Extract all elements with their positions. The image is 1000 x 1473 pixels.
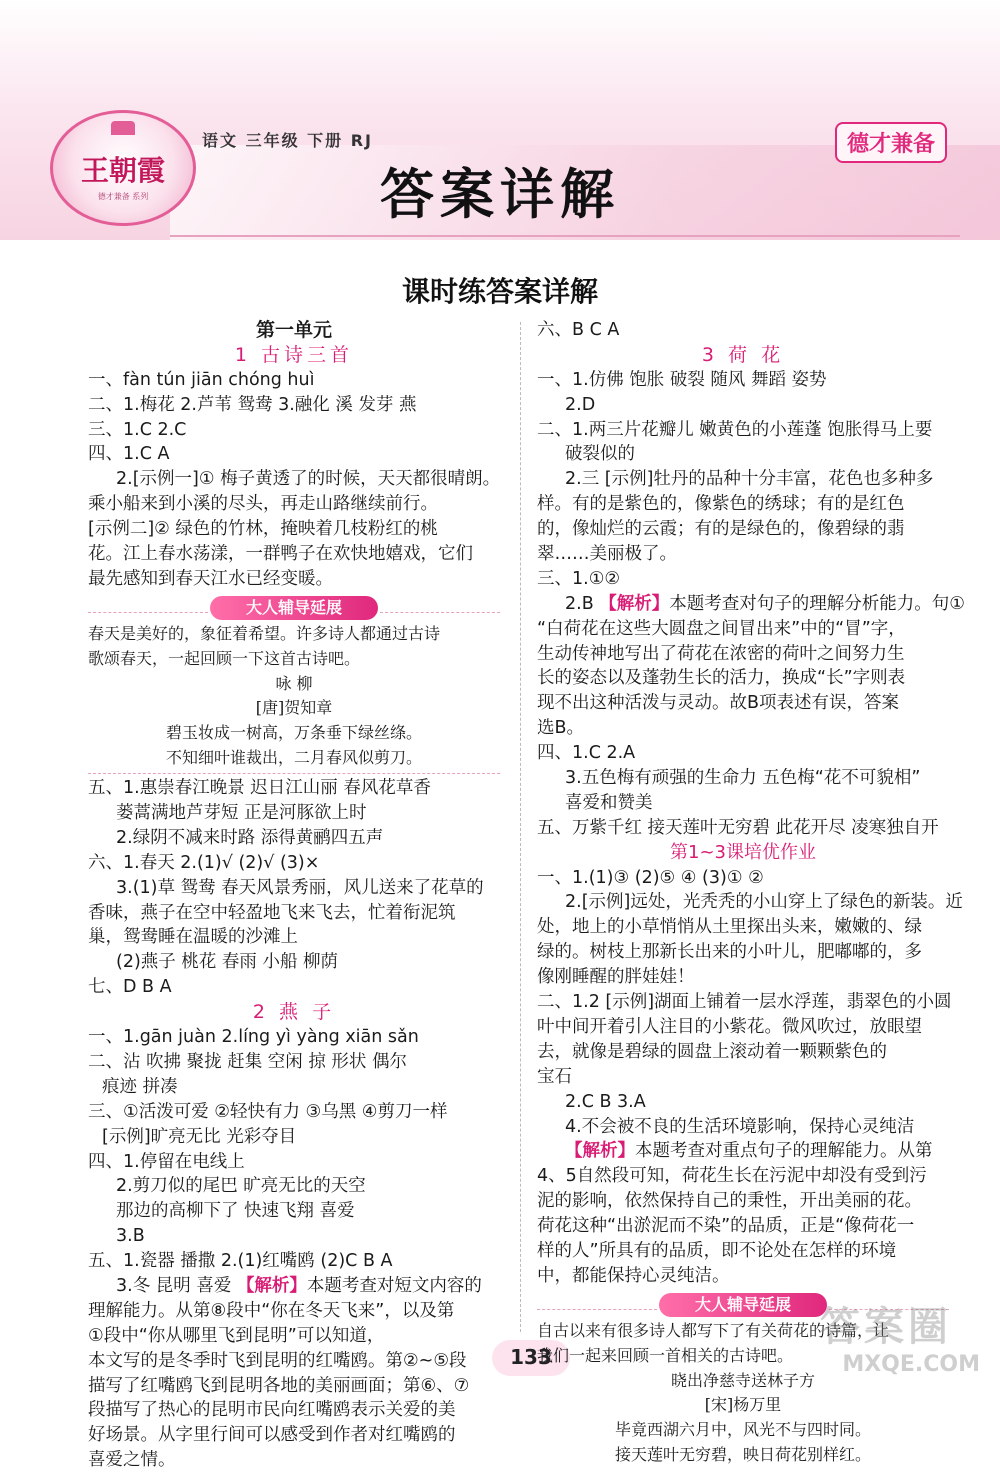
answer-line: 三、1.C 2.C [88, 419, 187, 440]
answer-line [537, 592, 965, 617]
poem-title: 晓出净慈寺送林子方 [670, 1370, 815, 1390]
analysis-tag: 【解析】 [565, 1141, 635, 1162]
answer-text: 本题考查对句子的理解分析能力。句① [669, 593, 965, 614]
extension-text: 自古以来有很多诗人都写下了有关荷花的诗篇，让 [537, 1320, 890, 1340]
answer-line: 去，就像是碧绿的圆盘上滚动着一颗颗紫色的 [537, 1041, 887, 1062]
answer-line: [示例]旷亮无比 光彩夺目 [102, 1126, 297, 1147]
answer-line: 2.[示例一]① 梅子黄透了的时候，天天都很晴朗。 [116, 469, 501, 490]
logo-subtext: 德才兼备 系列 [97, 192, 149, 201]
answer-text: 本题考查对重点句子的理解能力。从第 [635, 1141, 933, 1162]
answer-line: 一、fàn tún jiān chóng huì [88, 369, 315, 390]
answer-line: 2.C B 3.A [565, 1091, 646, 1112]
series-badge: 德才兼备 [835, 122, 947, 163]
watermark-url: MXQE.COM [842, 1352, 980, 1377]
answer-line: [示例二]② 绿色的竹林，掩映着几枝粉红的桃 [88, 519, 438, 540]
left-column [88, 318, 500, 1473]
answer-line: 3.五色梅有顽强的生命力 五色梅“花不可貌相” [565, 768, 921, 789]
answer-line: 六、1.春天 2.(1)√ (2)√ (3)× [88, 852, 320, 873]
answer-line: 六、B C A [537, 320, 620, 340]
answer-line: 四、1.C 2.A [537, 743, 636, 764]
extension-text: 我们一起来回顾一首相关的古诗吧。 [537, 1345, 794, 1365]
lesson-title: 2 燕 子 [252, 1001, 336, 1024]
poem-author: [宋]杨万里 [704, 1395, 782, 1415]
poem-line: 接天莲叶无穷碧，映日荷花别样红。 [614, 1445, 871, 1465]
answer-line: 2.剪刀似的尾巴 旷亮无比的天空 [116, 1176, 366, 1197]
header-divider [170, 235, 960, 237]
answer-line: 中，都能保持心灵纯洁。 [537, 1265, 730, 1286]
poem-line: 毕竟西湖六月中，风光不与四时同。 [614, 1420, 871, 1440]
answer-line: 二、沾 吹拂 聚拢 赶集 空闲 掠 形状 偶尔 [88, 1051, 407, 1072]
answer-line: 4、5自然段可知，荷花生长在污泥中却没有受到污 [537, 1166, 927, 1187]
watermark-text: 答案圈 [820, 1304, 952, 1350]
poem-author: [唐]贺知章 [255, 698, 333, 718]
answer-line: 处，地上的小草悄悄从土里探出头来，嫩嫩的、绿 [537, 917, 922, 938]
extension-box [88, 596, 500, 774]
answer-line: 生动传神地写出了荷花在浓密的荷叶之间努力生 [537, 643, 905, 664]
answer-line [537, 1139, 949, 1164]
lesson-title: 第1~3课培优作业 [670, 841, 816, 863]
answer-line: 喜爱之情。 [88, 1450, 176, 1471]
answer-line: 二、1.两三片花瓣儿 嫩黄色的小莲蓬 饱胀得马上要 [537, 419, 933, 440]
extension-banner: 大人辅导延展 [659, 1293, 827, 1317]
answer-line: 那边的高柳下了 快速飞翔 喜爱 [116, 1201, 355, 1222]
answer-line: 泥的影响，依然保持自己的秉性，开出美丽的花。 [537, 1191, 922, 1212]
answer-line: 理解能力。从第⑧段中“你在冬天飞来”，以及第 [88, 1300, 455, 1321]
page-header [0, 0, 1000, 240]
answer-line: 好场景。从字里行间可以感受到作者对红嘴鸥的 [88, 1425, 456, 1446]
answer-line: 乘小船来到小溪的尽头，再走山路继续前行。 [88, 494, 438, 515]
watermark [820, 1295, 990, 1385]
answer-line: 二、1.2 [示例]湖面上铺着一层水浮莲，翡翠色的小圆 [537, 992, 952, 1013]
answer-line: 像刚睡醒的胖娃娃！ [537, 967, 695, 988]
section-title: 课时练答案详解 [401, 275, 598, 308]
answer-line: 最先感知到春天江水已经变暖。 [88, 568, 333, 589]
answer-line: 七、D B A [88, 977, 172, 998]
publisher-logo [50, 110, 196, 226]
logo-text: 王朝霞 [80, 154, 165, 187]
answer-line: 长的姿态以及蓬勃生长的活力，换成“长”字则表 [537, 668, 906, 689]
page-number: 133 [510, 1345, 552, 1369]
answer-text: 3.冬 昆明 喜爱 [116, 1275, 237, 1296]
answer-line: 四、1.C A [88, 444, 170, 465]
answer-line [88, 1274, 500, 1299]
column-divider [520, 322, 521, 1332]
answer-line: 绿的。树枝上那新长出来的小叶儿，肥嘟嘟的，多 [537, 942, 922, 963]
answer-line: 3.(1)草 鸳鸯 春天风景秀丽，风儿送来了花草的 [116, 877, 484, 898]
answer-line: 香味，燕子在空中轻盈地飞来飞去，忙着衔泥筑 [88, 902, 456, 923]
answer-line: 的，像灿烂的云霞；有的是绿色的，像碧绿的翡 [537, 519, 905, 540]
answer-text: 本题考查对短文内容的 [306, 1275, 482, 1296]
answer-line: ①段中“你从哪里飞到昆明”可以知道， [88, 1325, 385, 1346]
extension-text: 春天是美好的，象征着希望。许多诗人都通过古诗 [88, 623, 441, 643]
answer-line: 一、1.(1)③ (2)⑤ ④ (3)① ② [537, 867, 764, 888]
subject-grade-label: 语文 三年级 下册 RJ [202, 131, 373, 150]
answer-line: 3.B [116, 1226, 145, 1247]
answer-line: 段描写了热心的昆明市民向红嘴鸥表示关爱的美 [88, 1400, 456, 1421]
extension-banner-wrap [88, 596, 500, 620]
poem-title: 咏 柳 [275, 673, 313, 693]
answer-line: 痕迹 拼凑 [102, 1076, 178, 1097]
answer-line: 二、1.梅花 2.芦苇 鸳鸯 3.融化 溪 发芽 燕 [88, 394, 417, 415]
analysis-tag: 【解析】 [599, 593, 670, 614]
answer-line: 巢，鸳鸯睡在温暖的沙滩上 [88, 927, 298, 948]
answer-line: 破裂似的 [565, 444, 635, 465]
answer-line: 三、1.①② [537, 568, 621, 589]
answer-line: 花。江上春水荡漾，一群鸭子在欢快地嬉戏，它们 [88, 544, 473, 565]
answer-line: 喜爱和赞美 [565, 792, 653, 813]
poem-line: 不知细叶谁裁出，二月春风似剪刀。 [165, 748, 422, 768]
answer-line: 蒌蒿满地芦芽短 正是河豚欲上时 [116, 803, 367, 824]
answer-line: 五、万紫千红 接天莲叶无穷碧 此花开尽 凌寒独自开 [537, 817, 939, 838]
answer-line: 选B。 [537, 718, 585, 739]
answer-line: 五、1.惠崇春江晚景 迟日江山丽 春风花草香 [88, 778, 431, 799]
answer-line: 翠……美丽极了。 [537, 544, 677, 565]
answer-line: 五、1.瓷器 播撒 2.(1)红嘴鸥 (2)C B A [88, 1251, 393, 1272]
analysis-tag: 【解析】 [236, 1275, 307, 1296]
answer-line: 描写了红嘴鸥飞到昆明各地的美丽画面；第⑥、⑦ [88, 1375, 470, 1396]
answer-line: 样的人”所具有的品质，即不论处在怎样的环境 [537, 1240, 897, 1261]
extension-banner: 大人辅导延展 [210, 596, 378, 620]
answer-line: 一、1.gān juàn 2.líng yì yàng xiān sǎn [88, 1027, 419, 1048]
answer-line: 2.D [565, 394, 596, 415]
answer-text: 2.B [565, 593, 600, 614]
answer-line: 三、①活泼可爱 ②轻快有力 ③乌黑 ④剪刀一样 [88, 1101, 448, 1122]
answer-line: 本文写的是冬季时飞到昆明的红嘴鸥。第②~⑤段 [88, 1350, 467, 1371]
answer-line: 荷花这种“出淤泥而不染”的品质，正是“像荷花一 [537, 1216, 915, 1237]
answer-line: 4.不会被不良的生活环境影响，保持心灵纯洁 [565, 1116, 915, 1137]
extension-text: 歌颂春天，一起回顾一下这首古诗吧。 [88, 648, 361, 668]
lesson-title: 3 荷 花 [701, 343, 785, 366]
answer-line: 一、1.仿佛 饱胀 破裂 随风 舞蹈 姿势 [537, 369, 827, 390]
answer-line: 2.三 [示例]牡丹的品种十分丰富，花色也多种多 [565, 469, 934, 490]
unit-title: 第一单元 [255, 319, 332, 341]
answer-line: 2.绿阴不减来时路 添得黄鹂四五声 [116, 827, 384, 848]
answer-line: 样。有的是紫色的，像紫色的绣球；有的是红色 [537, 494, 905, 515]
lesson-title: 1 古诗三首 [234, 343, 354, 366]
page-title: 答案详解 [380, 163, 620, 226]
answer-line: 四、1.停留在电线上 [88, 1151, 245, 1172]
answer-line: 叶中间开着引人注目的小紫花。微风吹过，放眼望 [537, 1016, 922, 1037]
answer-line: “白荷花在这些大圆盘之间冒出来”中的“冒”字， [537, 618, 906, 639]
answer-line: 宝石 [537, 1066, 572, 1087]
answer-line: 2.[示例]远处，光秃秃的小山穿上了绿色的新装。近 [565, 892, 963, 913]
answer-line: 现不出这种活泼与灵动。故B项表述有误，答案 [537, 693, 900, 714]
answer-line: (2)燕子 桃花 春雨 小船 柳荫 [116, 952, 339, 973]
poem-line: 碧玉妆成一树高，万条垂下绿丝绦。 [165, 723, 422, 743]
crown-icon [111, 121, 135, 135]
